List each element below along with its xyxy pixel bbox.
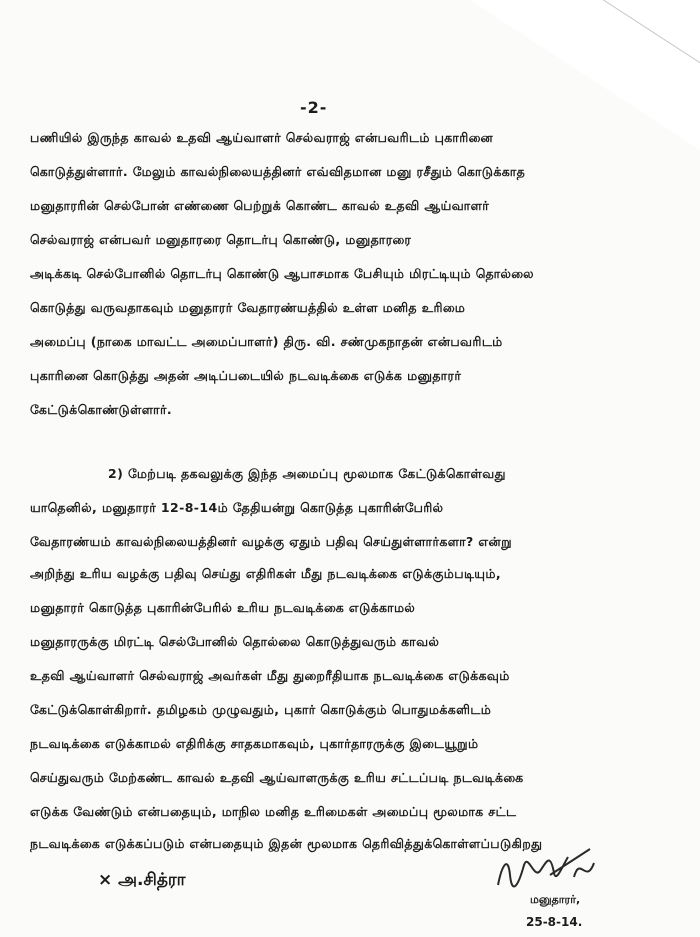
paragraph-2-line: யாதெனில், மனுதாரர் 12-8-14ம் தேதியன்று கொடுத்த புகாரின்பேரில் <box>30 500 444 515</box>
paragraph-2-line: மனுதாரருக்கு மிரட்டி செல்போனில் தொல்லை கொடுத்துவரும் காவல் <box>30 634 440 649</box>
body-line: கொடுத்துள்ளார். மேலும் காவல்நிலையத்தினர் எவ்விதமான மனு ரசீதும் கொடுக்காத <box>30 164 526 179</box>
body-line: பணியில் இருந்த காவல் உதவி ஆய்வாளர் செல்வராஜ் என்பவரிடம் புகாரினை <box>30 130 493 145</box>
folded-corner <box>470 0 700 150</box>
paragraph-2-line: கேட்டுக்கொள்கிறார். தமிழகம் முழுவதும், புகார் கொடுக்கும் பொதுமக்களிடம் <box>30 702 492 717</box>
paragraph-2-line: 2) மேற்படி தகவலுக்கு இந்த அமைப்பு மூலமாக கேட்டுக்கொள்வது <box>108 466 506 481</box>
paragraph-2-line: செய்துவரும் மேற்கண்ட காவல் உதவி ஆய்வாளருக்கு உரிய சட்டப்படி நடவடிக்கை <box>30 770 524 785</box>
body-line: கொடுத்து வருவதாகவும் மனுதாரர் வேதாரண்யத்தில் உள்ள மனித உரிமை <box>30 300 466 315</box>
body-line: அமைப்பு (நாகை மாவட்ட அமைப்பாளர்) திரு. வி. சண்முகநாதன் என்பவரிடம் <box>30 334 503 349</box>
body-line: அடிக்கடி செல்போனில் தொடர்பு கொண்டு ஆபாசமாக பேசியும் மிரட்டியும் தொல்லை <box>30 266 534 281</box>
signatory-name: மனுதாரர், <box>530 893 581 906</box>
signature-date: 25-8-14. <box>526 915 583 929</box>
paragraph-2-line: அறிந்து உரிய வழக்கு பதிவு செய்து எதிரிகள் மீது நடவடிக்கை எடுக்கும்படியும், <box>30 566 502 581</box>
body-line: மனுதாரரின் செல்போன் எண்ணை பெற்றுக் கொண்ட காவல் உதவி ஆய்வாளர் <box>30 198 490 213</box>
body-line: புகாரினை கொடுத்து அதன் அடிப்படையில் நடவடிக்கை எடுக்க மனுதாரர் <box>30 368 462 383</box>
signature-block <box>490 845 630 930</box>
body-line: கேட்டுக்கொண்டுள்ளார். <box>30 402 173 417</box>
page-number: -2- <box>300 98 328 117</box>
paragraph-2-line: வேதாரண்யம் காவல்நிலையத்தினர் வழக்கு ஏதும் பதிவு செய்துள்ளார்களா? என்று <box>30 534 512 549</box>
signature-scribble-icon <box>490 845 630 895</box>
paragraph-2-line: நடவடிக்கை எடுக்காமல் எதிரிக்கு சாதகமாகவும், புகார்தாரருக்கு இடையூறும் <box>30 736 479 751</box>
paragraph-2-line: நடவடிக்கை எடுக்கப்படும் என்பதையும் இதன் மூலமாக தெரிவித்துக்கொள்ளப்படுகிறது <box>30 836 543 851</box>
handwritten-signature-left: × அ.சித்ரா <box>98 870 186 890</box>
paragraph-2-line: மனுதாரர் கொடுத்த புகாரின்பேரில் உரிய நடவடிக்கை எடுக்காமல் <box>30 600 416 615</box>
body-line: செல்வராஜ் என்பவர் மனுதாரரை தொடர்பு கொண்டு, மனுதாரரை <box>30 232 412 247</box>
paragraph-2-line: எடுக்க வேண்டும் என்பதையும், மாநில மனித உரிமைகள் அமைப்பு மூலமாக சட்ட <box>30 804 517 819</box>
paragraph-2-line: உதவி ஆய்வாளர் செல்வராஜ் அவர்கள் மீது துறைரீதியாக நடவடிக்கை எடுக்கவும் <box>30 668 510 683</box>
